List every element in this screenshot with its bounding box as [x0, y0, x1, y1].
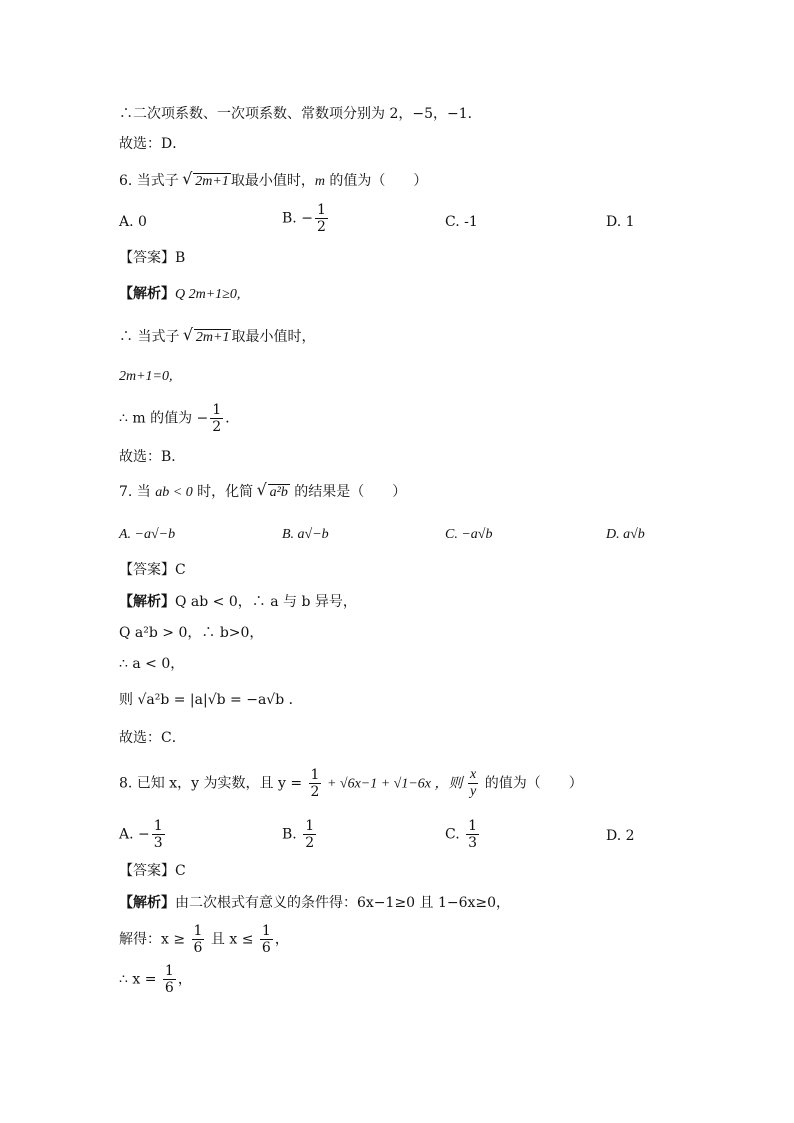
fraction: $\frac{1}{3}$: [153, 818, 163, 851]
fraction: $\frac{1}{6}$: [261, 923, 271, 956]
q8-analysis-1: 【解析】由二次根式有意义的条件得：6x−1≥0 且 1−6x≥0，: [119, 895, 511, 911]
q6-option-d: D. 1: [606, 214, 635, 230]
q7-option-b: B. a√−b: [282, 527, 329, 542]
coefficient-conclusion: ∴二次项系数、一次项系数、常数项分别为 2，−5，−1．: [119, 106, 482, 122]
q7-answer: 【答案】C: [119, 562, 186, 578]
q6-analysis-2: ∴ 当式子 √ 2m+1 取最小值时，: [119, 327, 315, 348]
q8-analysis-2: 解得：x ≥ $\frac{1}{6}$ 且 x ≤ $\frac{1}{6}$ ，: [119, 923, 289, 956]
q7-option-c: C. −a√b: [445, 527, 493, 542]
question-6: 6. 当式子 √ 2m+1 取最小值时，m 的值为（ ）: [119, 171, 427, 192]
q7-analysis-1: 【解析】Q ab < 0，∴ a 与 b 异号，: [119, 594, 357, 610]
q6-option-b: B. − $\frac{1}{2}$: [282, 202, 326, 235]
q7-conclusion: 故选：C．: [119, 730, 186, 746]
q8-answer: 【答案】C: [119, 863, 186, 879]
q8-option-b: B. $\frac{1}{2}$: [282, 818, 315, 851]
q6-analysis-3: 2m+1=0,: [119, 369, 173, 384]
q6-conclusion: 故选：B．: [119, 449, 186, 465]
fraction: $\frac{1}{2}$: [316, 202, 326, 235]
q6-option-a: A. 0: [119, 214, 147, 230]
fraction: $\frac{1}{2}$: [310, 767, 320, 800]
q7-option-a: A. −a√−b: [119, 527, 176, 542]
q7-analysis-3: ∴ a < 0，: [119, 656, 185, 672]
choice-d-line: 故选：D．: [119, 136, 187, 152]
fraction: $\frac{x}{y}$: [470, 767, 477, 799]
q7-analysis-2: Q a²b > 0，∴ b>0，: [119, 625, 264, 641]
q7-analysis-4: 则 √a²b = |a|√b = −a√b ．: [119, 692, 303, 708]
sqrt-expression: √ 2m+1: [184, 327, 232, 348]
q6-answer: 【答案】B: [119, 250, 186, 266]
sqrt-expression: √ 2m+1: [183, 171, 231, 192]
question-8: 8. 已知 x，y 为实数，且 y = $\frac{1}{2}$ + √6x−1 + √1−6x ，则 $\frac{x}{y}$ 的值为（ ）: [119, 767, 583, 800]
q6-analysis-4: ∴ m 的值为 − $\frac{1}{2}$ ．: [119, 402, 240, 435]
q8-analysis-3: ∴ x = $\frac{1}{6}$ ，: [119, 963, 192, 996]
fraction: $\frac{1}{3}$: [468, 818, 478, 851]
q8-option-a: A. − $\frac{1}{3}$: [119, 818, 163, 851]
q6-option-c: C. -1: [445, 214, 478, 230]
fraction: $\frac{1}{2}$: [212, 402, 222, 435]
q7-option-d: D. a√b: [606, 527, 645, 542]
sqrt-expression: √ a²b: [258, 482, 290, 503]
fraction: $\frac{1}{6}$: [164, 963, 174, 996]
fraction: $\frac{1}{6}$: [193, 923, 203, 956]
question-7: 7. 当 ab < 0 时，化简 √ a²b 的结果是（ ）: [119, 482, 406, 503]
q6-analysis-1: 【解析】Q 2m+1≥0,: [119, 286, 241, 302]
q8-option-c: C. $\frac{1}{3}$: [445, 818, 478, 851]
q8-option-d: D. 2: [606, 828, 635, 844]
fraction: $\frac{1}{2}$: [305, 818, 315, 851]
